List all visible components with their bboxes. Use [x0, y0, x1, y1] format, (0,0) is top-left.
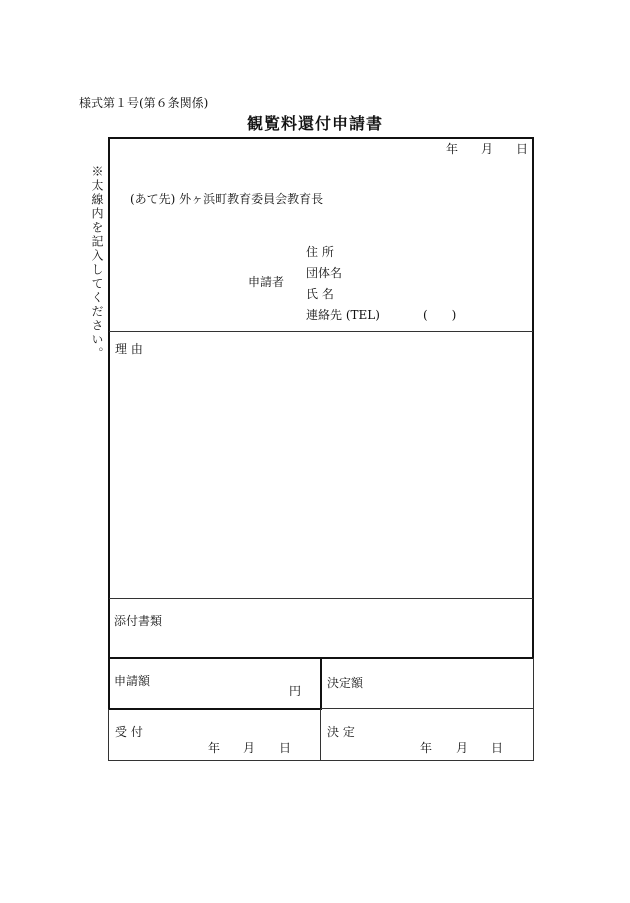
reason-label: 理 由	[115, 342, 143, 356]
decided-amount-bottom-border	[321, 708, 533, 709]
applicant-label: 申請者	[248, 275, 285, 289]
frame-left-border	[108, 137, 110, 710]
date-month-label: 月	[481, 142, 494, 156]
receipt-year-label: 年	[208, 741, 221, 755]
date-year-label: 年	[446, 142, 459, 156]
amount-middle-border	[320, 657, 322, 710]
decision-day-label: 日	[491, 741, 504, 755]
decision-year-label: 年	[420, 741, 433, 755]
contact-label: 連絡先 (TEL)	[306, 308, 380, 322]
frame-right-border	[532, 137, 534, 659]
group-name-label: 団体名	[306, 266, 343, 280]
page-title: 観覧料還付申請書	[246, 114, 383, 133]
divider-after-applicant	[109, 331, 533, 332]
office-left-border	[108, 709, 109, 761]
frame-top-border	[108, 137, 534, 139]
decision-label: 決 定	[327, 725, 355, 739]
request-amount-label: 申請額	[114, 674, 151, 688]
yen-unit-label: 円	[289, 684, 302, 698]
date-day-label: 日	[516, 142, 529, 156]
divider-after-reason	[109, 598, 533, 599]
form-number: 様式第１号(第６条関係)	[79, 96, 209, 110]
decided-amount-label: 決定額	[327, 676, 364, 690]
side-note: ※太線内を記入してください。	[90, 165, 104, 361]
tel-area-code-parens: ( )	[423, 308, 457, 322]
name-label: 氏 名	[306, 287, 334, 301]
office-middle-border	[320, 709, 321, 761]
request-amount-bottom-border	[108, 708, 321, 710]
receipt-month-label: 月	[243, 741, 256, 755]
addressee: (あて先) 外ヶ浜町教育委員会教育長	[130, 192, 324, 206]
receipt-day-label: 日	[279, 741, 292, 755]
address-label: 住 所	[306, 245, 334, 259]
office-bottom-border	[108, 760, 534, 761]
office-right-border	[533, 658, 534, 761]
receipt-label: 受 付	[115, 725, 143, 739]
decision-month-label: 月	[456, 741, 469, 755]
attachments-label: 添付書類	[114, 614, 163, 628]
